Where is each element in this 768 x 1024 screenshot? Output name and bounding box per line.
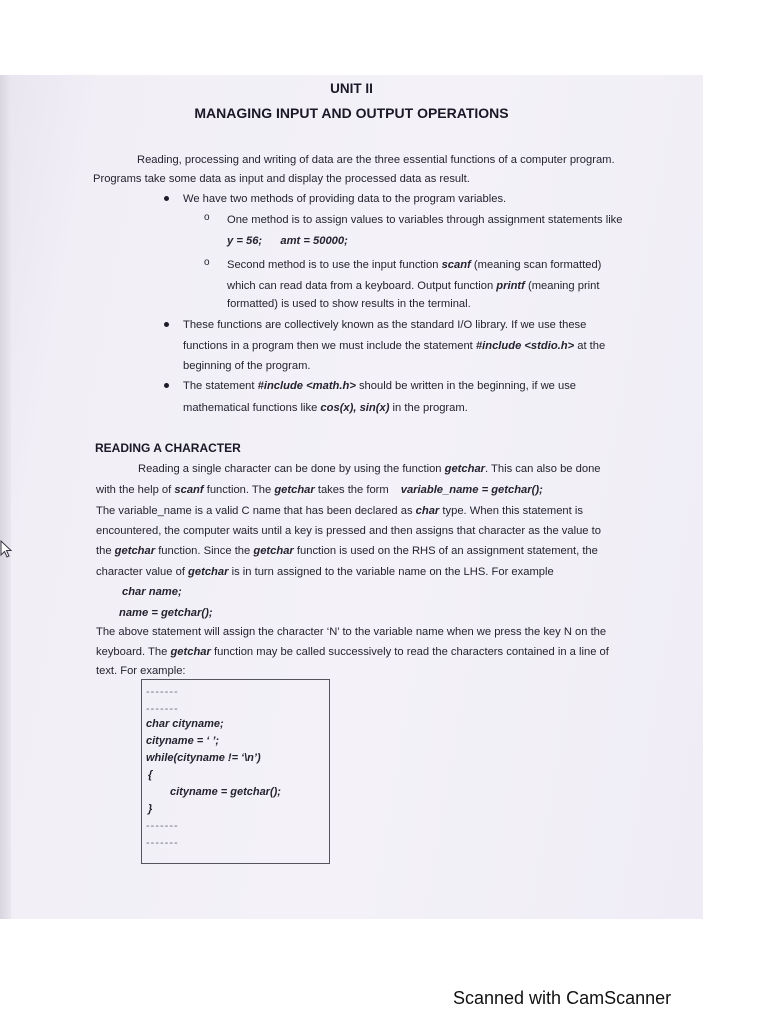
example-name-getchar: name = getchar(); [119, 607, 213, 619]
bullet-2-line-3: beginning of the program. [183, 360, 311, 372]
sub-bullet-1-code [227, 234, 348, 248]
reading-line-1: Reading a single character can be done by using the function getchar. This can also be done [138, 463, 601, 475]
bullet-2-line-1: These functions are collectively known as the standard I/O library. If we use these [183, 319, 587, 331]
page-edge-shadow [0, 75, 11, 919]
code-ellipsis-bottom-1: ------- [146, 820, 179, 832]
bullet-3-line-1: The statement #include <math.h> should be written in the beginning, if we use [183, 380, 577, 392]
sub-bullet-2-line-3: formatted) is used to show results in the terminal. [227, 298, 471, 310]
sub-bullet-1-line-1: One method is to assign values to variables through assignment statements like [227, 214, 623, 226]
code-line-declare: char cityname; [146, 718, 224, 730]
bullet-3-dot [164, 383, 169, 388]
sub-bullet-2-line-1: Second method is to use the input function scanf (meaning scan formatted) [227, 259, 602, 271]
reading-line-4: encountered, the computer waits until a key is pressed and then assigns that character as the value to [96, 525, 601, 537]
code-ellipsis-bottom-2: ------- [146, 837, 179, 849]
bullet-1-dot [164, 196, 169, 201]
code-line-close-brace: } [148, 803, 153, 815]
code-line-while: while(cityname != ‘\n’) [146, 752, 261, 764]
reading-line-6: character value of getchar is in turn assigned to the variable name on the LHS. For example [96, 566, 554, 578]
code-line-open-brace: { [148, 769, 153, 781]
example-char-name: char name; [122, 586, 182, 598]
sub-bullet-1-mark: o [204, 212, 210, 223]
bullet-1-text: We have two methods of providing data to the program variables. [183, 193, 507, 205]
reading-line-3: The variable_name is a valid C name that has been declared as char type. When this statement is [96, 505, 583, 517]
scanner-watermark: Scanned with CamScanner [453, 988, 672, 1008]
intro-line-2: Programs take some data as input and display the processed data as result. [93, 173, 470, 185]
reading-line-9: text. For example: [96, 665, 186, 677]
code-y-assign: y = 56; [227, 235, 263, 247]
reading-line-8: keyboard. The getchar function may be called successively to read the characters contained in a line of [96, 646, 609, 658]
mouse-pointer-icon [0, 540, 14, 560]
scanned-page [0, 75, 703, 919]
unit-label: UNIT II [330, 81, 373, 96]
sub-bullet-2-mark: o [204, 257, 210, 268]
bullet-2-dot [164, 322, 169, 327]
reading-line-5: the getchar function. Since the getchar function is used on the RHS of an assignment statement, the [96, 545, 598, 557]
code-amt-assign: amt = 50000; [280, 235, 348, 247]
sub-bullet-2-line-2: which can read data from a keyboard. Output function printf (meaning print [227, 280, 600, 292]
code-ellipsis-top-2: ------- [146, 703, 179, 715]
bullet-2-line-2: functions in a program then we must include the statement #include <stdio.h> at the [183, 340, 606, 352]
page-title: MANAGING INPUT AND OUTPUT OPERATIONS [194, 105, 509, 121]
reading-line-7: The above statement will assign the character ‘N’ to the variable name when we press the key N on the [96, 626, 607, 638]
bullet-3-line-2: mathematical functions like cos(x), sin(x) in the program. [183, 402, 468, 414]
code-example-box [141, 679, 330, 864]
code-ellipsis-top-1: ------- [146, 686, 179, 698]
reading-line-2: with the help of scanf function. The getchar takes the form variable_name = getchar(); [96, 484, 543, 496]
code-line-getchar: cityname = getchar(); [170, 786, 281, 798]
code-line-init: cityname = ‘ ’; [146, 735, 220, 747]
intro-line-1: Reading, processing and writing of data are the three essential functions of a computer program. [137, 154, 615, 166]
section-heading-reading-character: READING A CHARACTER [95, 441, 241, 455]
